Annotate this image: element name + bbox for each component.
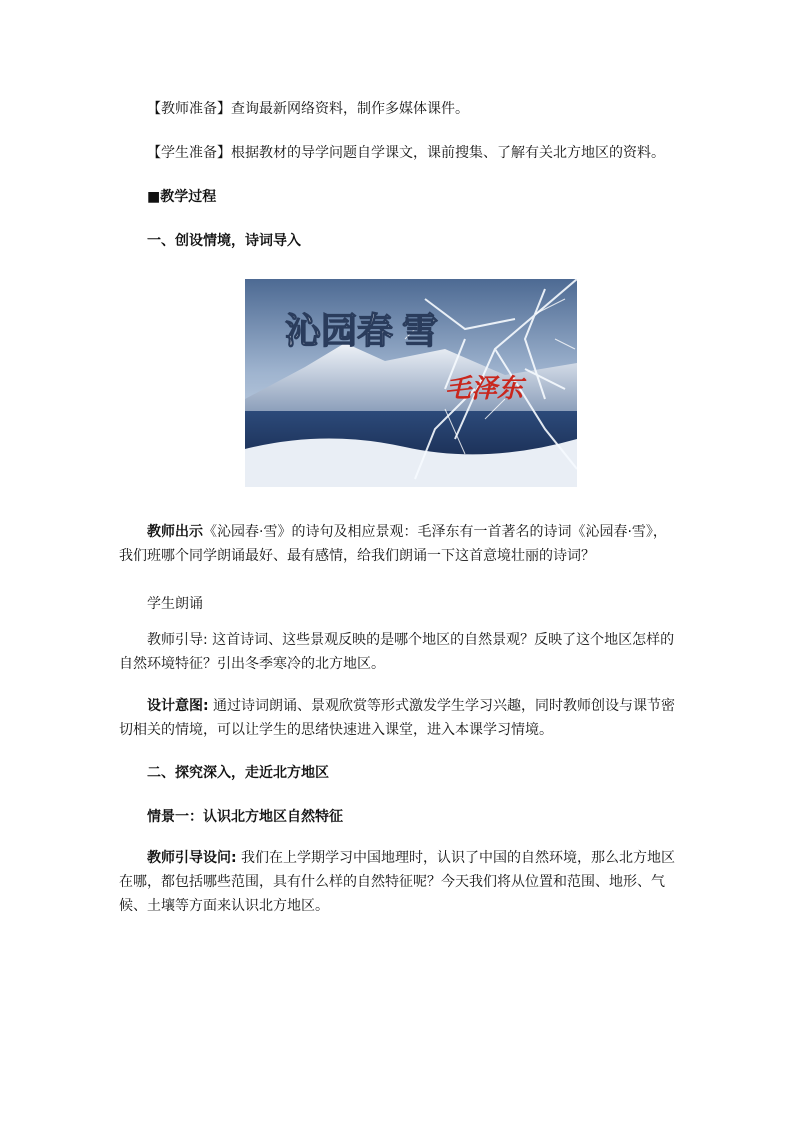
paragraph-body: 《沁园春·雪》的诗句及相应景观：毛泽东有一首著名的诗词《沁园春·雪》，我们班哪个同学朗诵最好、最有感情，给我们朗诵一下这首意境壮丽的诗词？ xyxy=(119,524,667,564)
paragraph-teacher-presents xyxy=(119,520,679,568)
paragraph-student-recites: 学生朗诵 xyxy=(147,596,203,612)
signature-overlay: 毛泽东 xyxy=(445,374,524,403)
teaching-process-heading: ■教学过程 xyxy=(147,189,217,205)
poem-title-overlay: 沁园春 雪 xyxy=(285,311,439,351)
section-two-heading: 二、探究深入，走近北方地区 xyxy=(147,765,329,781)
teacher-prep-line: 【教师准备】查询最新网络资料，制作多媒体课件。 xyxy=(147,101,469,117)
paragraph-teacher-guides: 教师引导: 这首诗词、这些景观反映的是哪个地区的自然景观？反映了这个地区怎样的自然环境特征？引出冬季寒冷的北方地区。 xyxy=(119,632,675,672)
student-prep-line: 【学生准备】根据教材的导学问题自学课文，课前搜集、了解有关北方地区的资料。 xyxy=(147,145,665,161)
paragraph-body: 我们在上学期学习中国地理时，认识了中国的自然环境，那么北方地区在哪，都包括哪些范围，具有什么样的自然特征呢？今天我们将从位置和范围、地形、气候、土壤等方面来认识北方地区。 xyxy=(119,850,676,914)
paragraph-lead-label: 教师出示 xyxy=(147,524,203,540)
paragraph-teacher-question xyxy=(119,846,679,918)
paragraph-design-intent xyxy=(119,694,679,742)
paragraph-lead-label: 设计意图: xyxy=(147,698,209,714)
section-one-heading: 一、创设情境，诗词导入 xyxy=(147,233,301,249)
snow-poem-image xyxy=(245,279,577,487)
scene-one-heading: 情景一：认识北方地区自然特征 xyxy=(147,809,343,825)
paragraph-lead-label: 教师引导设问: xyxy=(147,850,237,866)
paragraph-body: 通过诗词朗诵、景观欣赏等形式激发学生学习兴趣，同时教师创设与课节密切相关的情境，可以让学生的思绪快速进入课堂，进入本课学习情境。 xyxy=(119,698,676,738)
